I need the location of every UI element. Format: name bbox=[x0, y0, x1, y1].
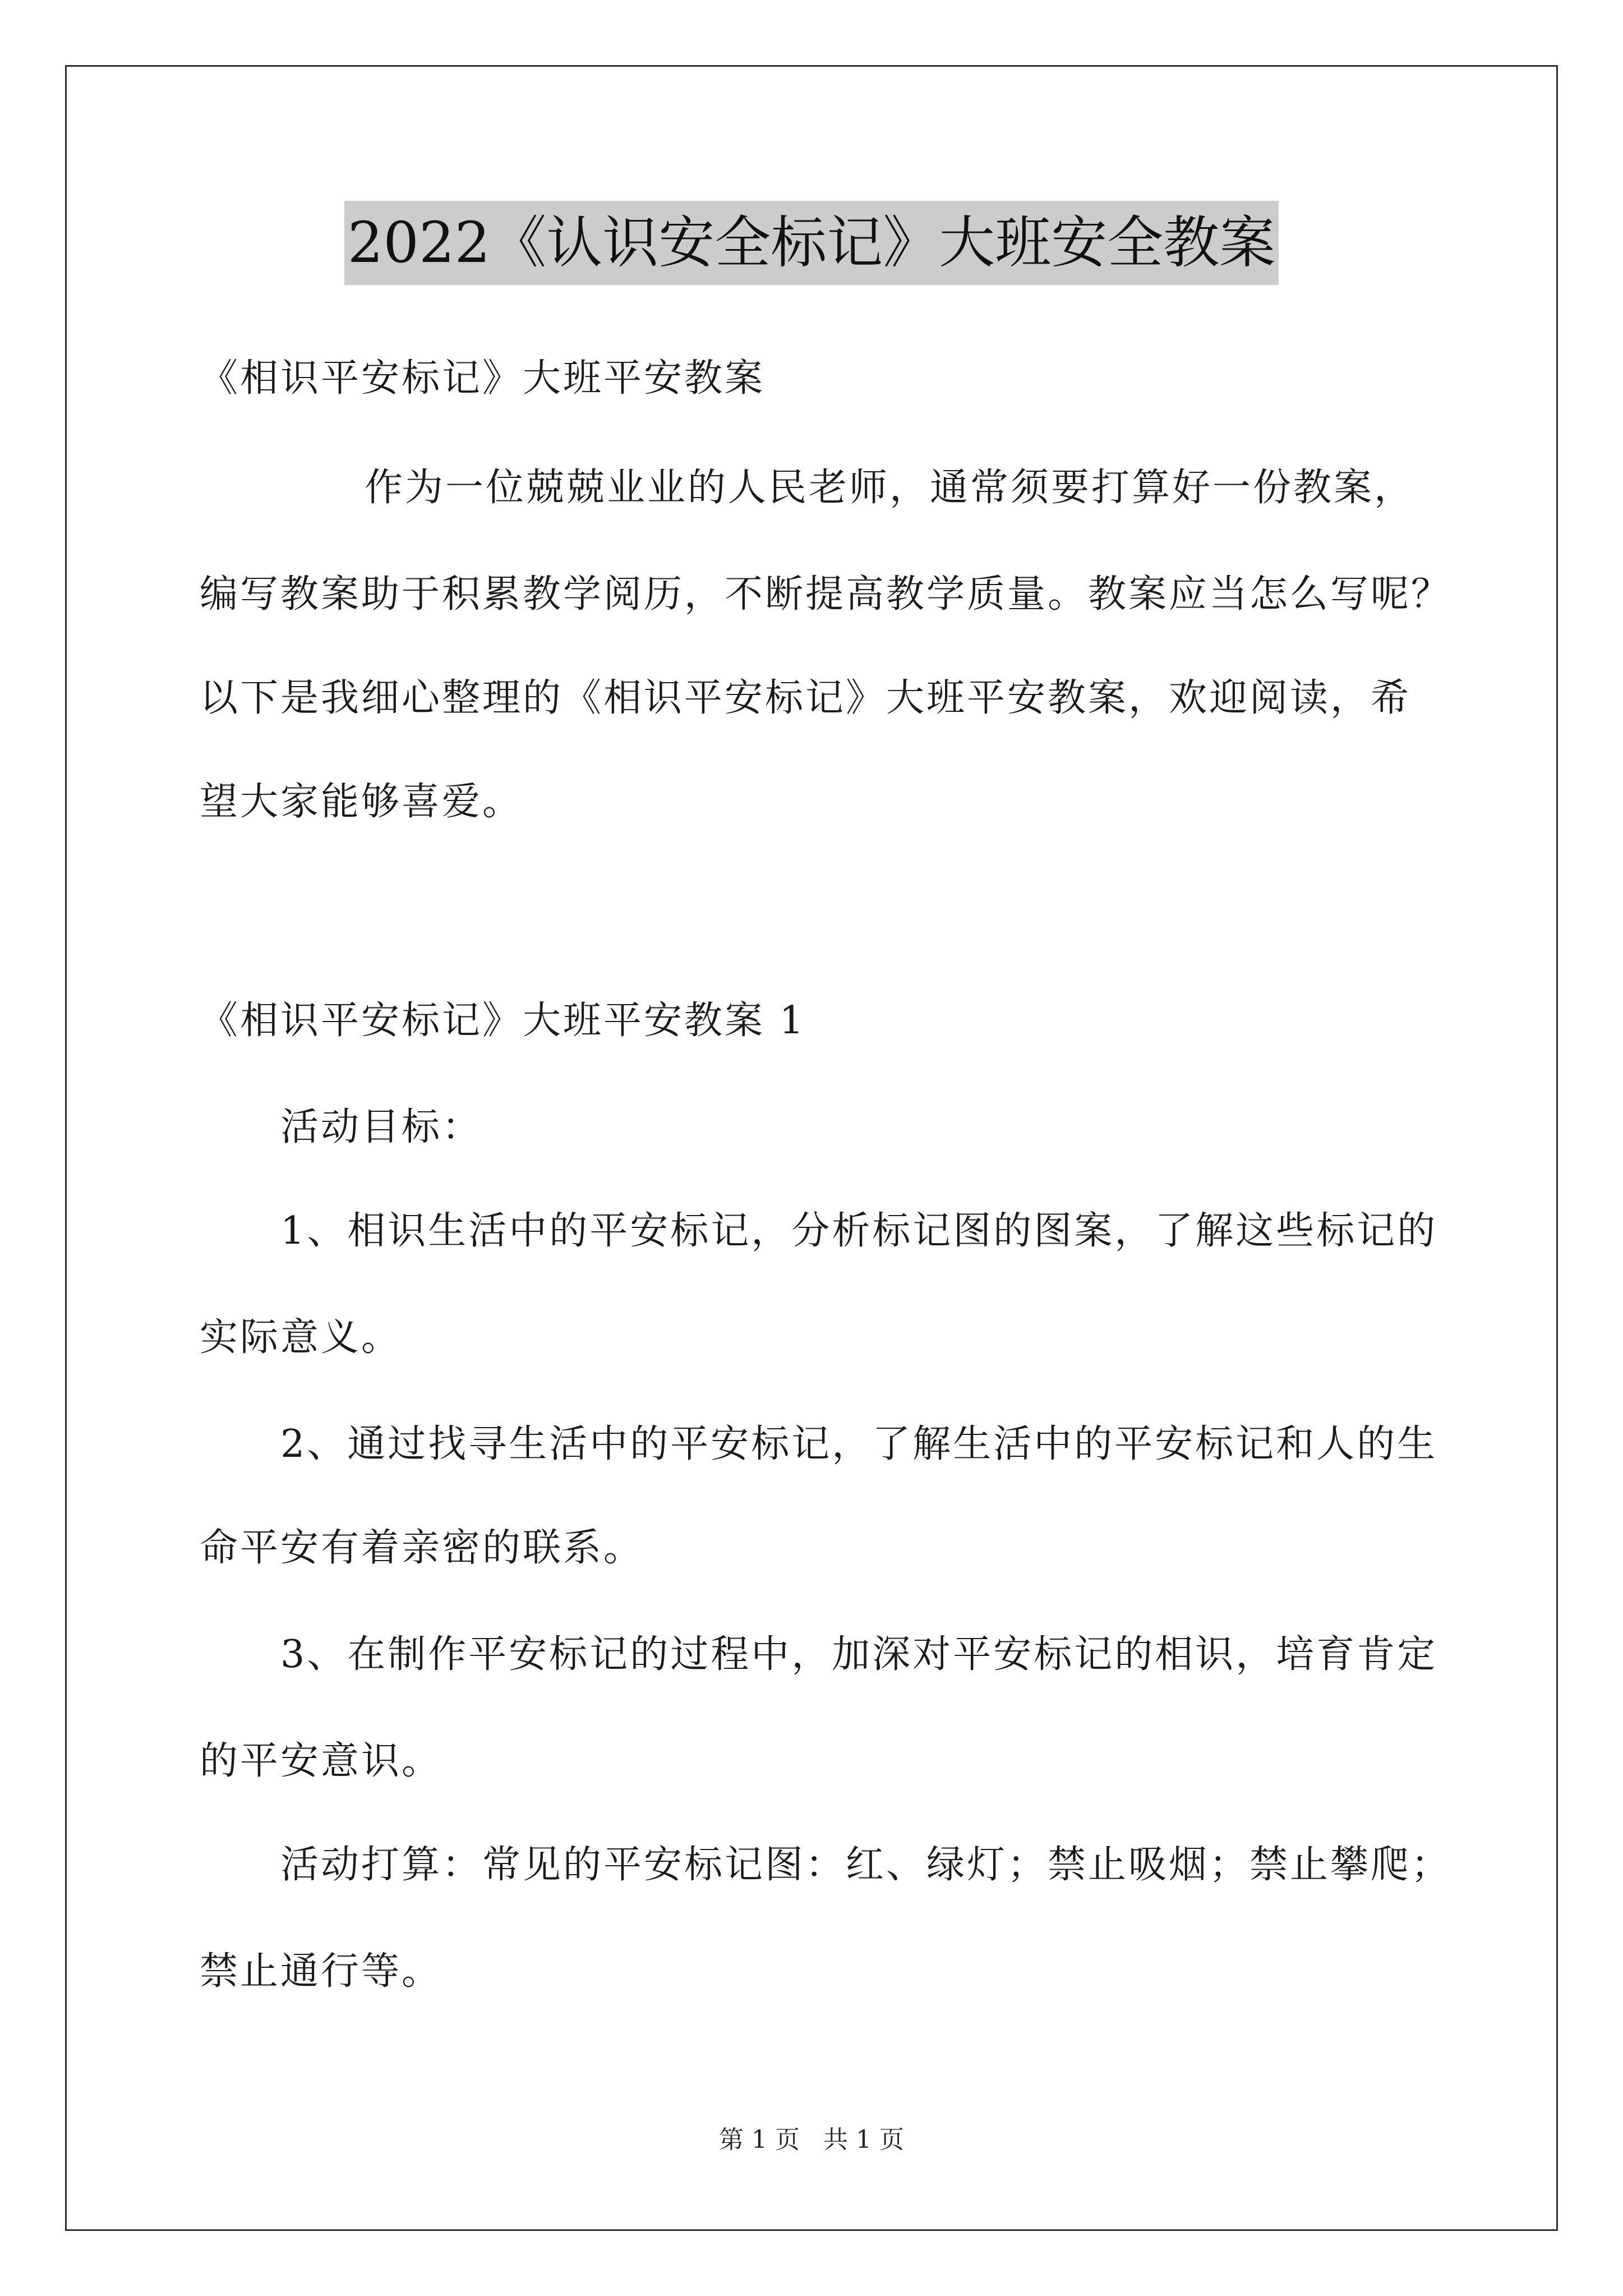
goals-label: 活动目标： bbox=[280, 1105, 483, 1149]
prep-line-2: 禁止通行等。 bbox=[200, 1949, 442, 1994]
goal-2-line-2: 命平安有着亲密的联系。 bbox=[200, 1526, 644, 1570]
title-container bbox=[0, 201, 1623, 285]
intro-line-2: 编写教案助于积累教学阅历，不断提高教学质量。教案应当怎么写呢？ bbox=[200, 572, 1452, 616]
section-heading: 《相识平安标记》大班平安教案 1 bbox=[200, 999, 806, 1043]
document-subtitle: 《相识平安标记》大班平安教案 bbox=[200, 356, 766, 401]
intro-line-4: 望大家能够喜爱。 bbox=[200, 780, 523, 824]
intro-line-1: 作为一位兢兢业业的人民老师，通常须要打算好一份教案， bbox=[365, 466, 1415, 510]
document-title: 2022《认识安全标记》大班安全教案 bbox=[344, 201, 1279, 285]
intro-line-3: 以下是我细心整理的《相识平安标记》大班平安教案，欢迎阅读，希 bbox=[200, 676, 1412, 720]
goal-1-line-1: 1、相识生活中的平安标记，分析标记图的图案，了解这些标记的 bbox=[280, 1209, 1438, 1253]
goal-3-line-1: 3、在制作平安标记的过程中，加深对平安标记的相识，培育肯定 bbox=[280, 1632, 1438, 1677]
goal-1-line-2: 实际意义。 bbox=[200, 1315, 402, 1360]
goal-2-line-1: 2、通过找寻生活中的平安标记，了解生活中的平安标记和人的生 bbox=[280, 1422, 1438, 1466]
page-footer: 第 1 页 共 1 页 bbox=[719, 2125, 904, 2154]
goal-3-line-2: 的平安意识。 bbox=[200, 1739, 442, 1783]
prep-line-1: 活动打算：常见的平安标记图：红、绿灯；禁止吸烟；禁止攀爬； bbox=[280, 1843, 1452, 1887]
